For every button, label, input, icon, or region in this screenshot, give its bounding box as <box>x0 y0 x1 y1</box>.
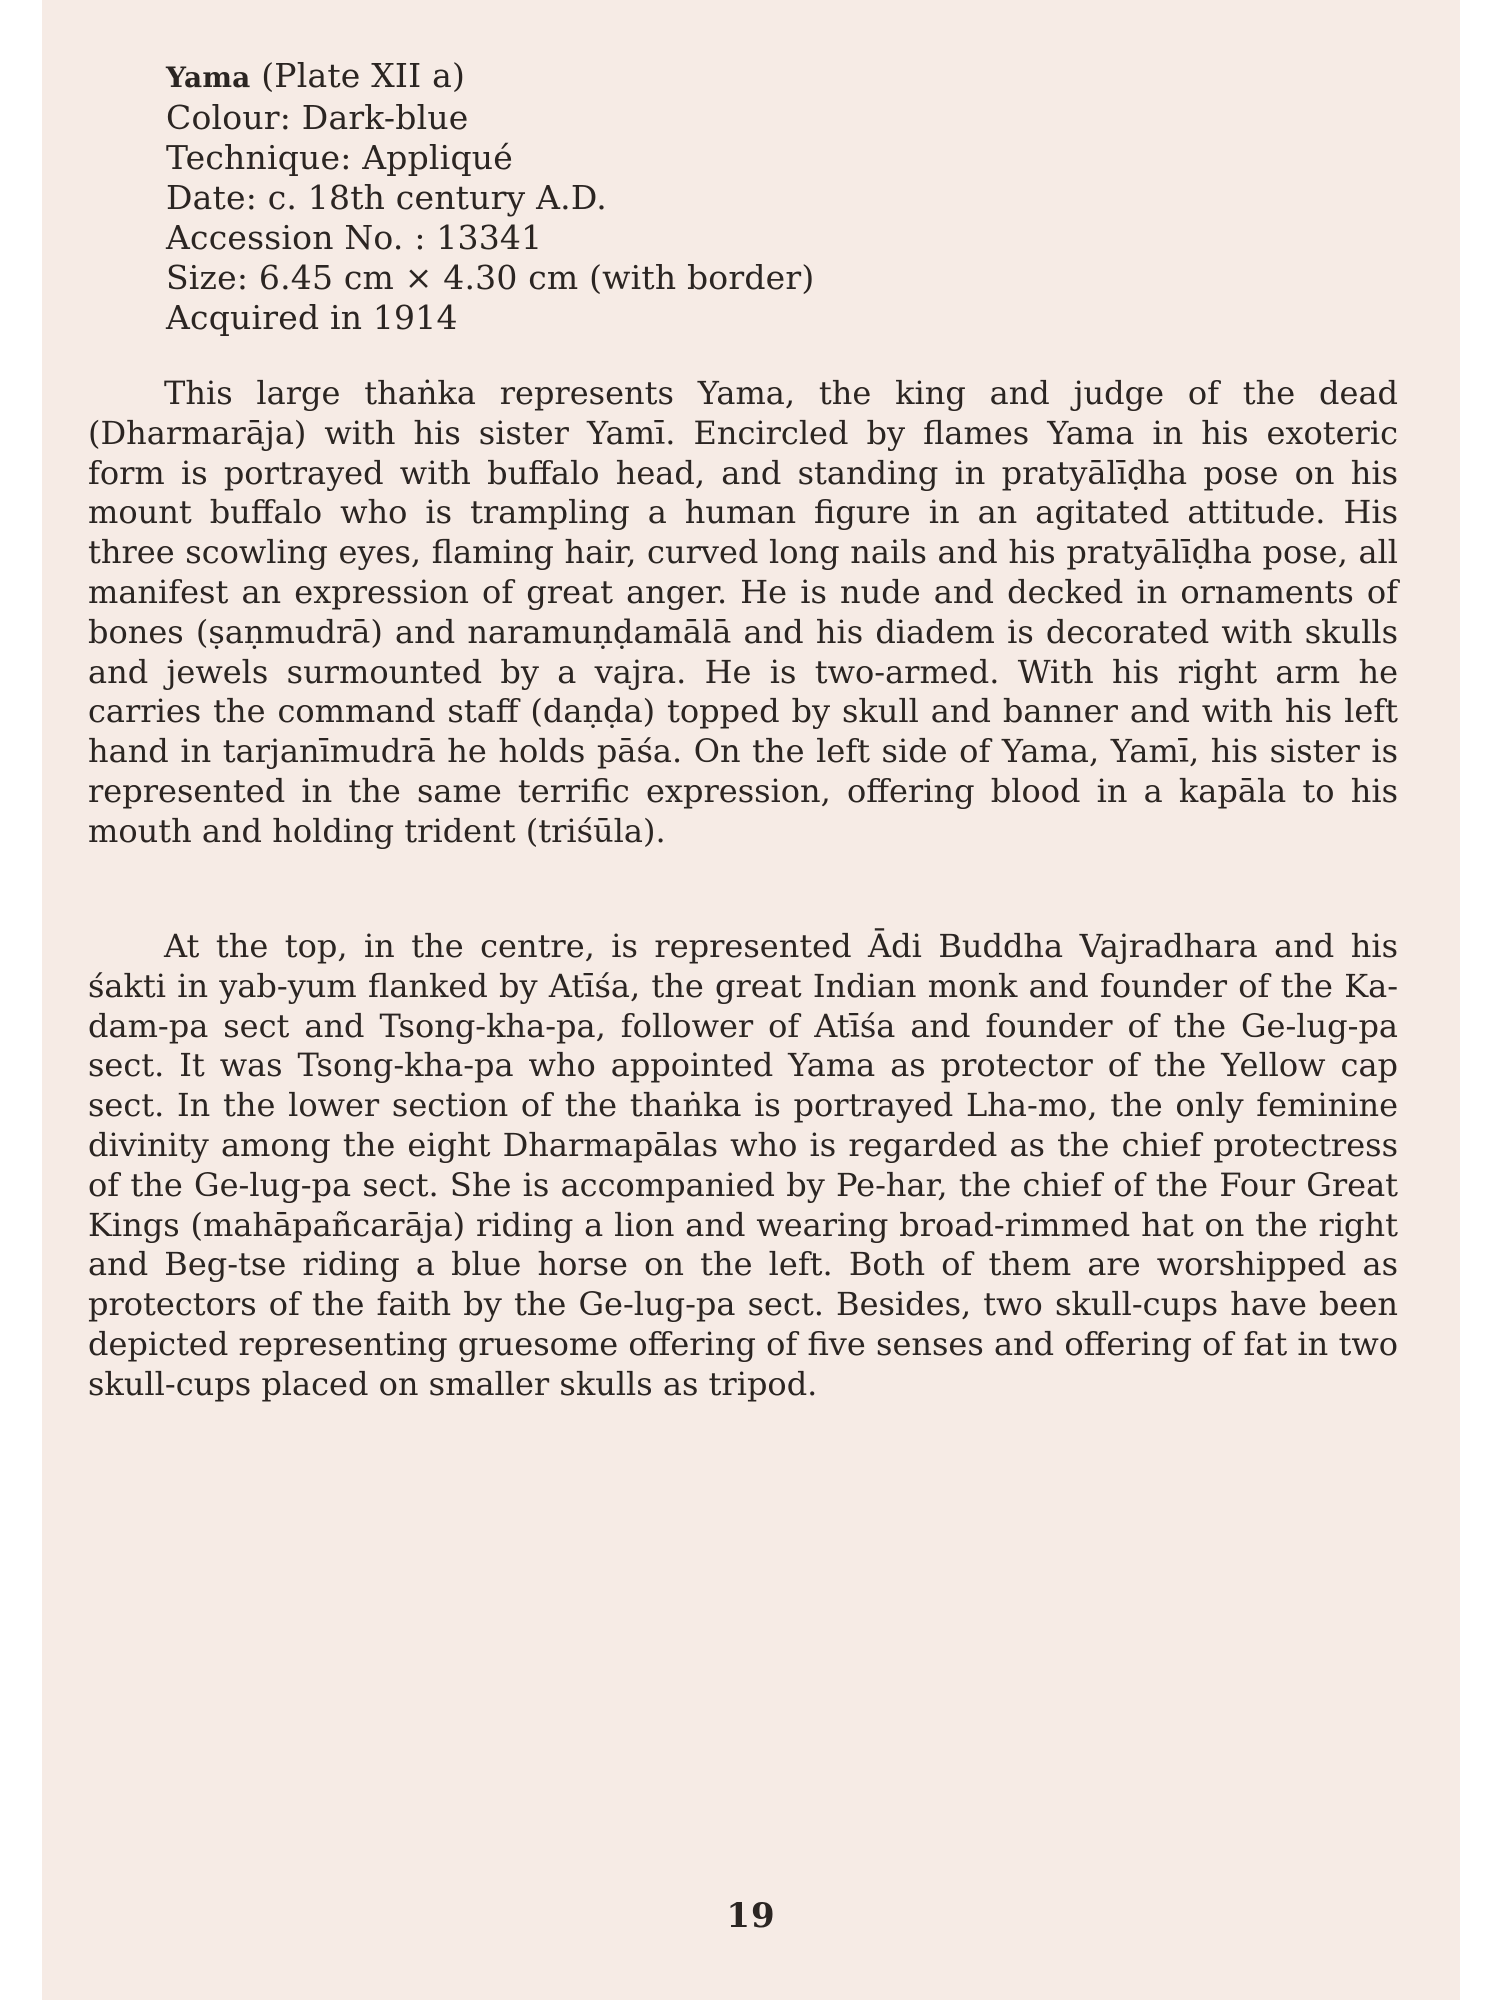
catalogue-entry-details <box>166 56 1066 338</box>
entry-heading <box>166 56 1066 98</box>
size-row: Size: 6.45 cm × 4.30 cm (with border) <box>166 258 815 297</box>
date-row: Date: c. 18th century A.D. <box>166 178 607 217</box>
colour-label: Colour <box>166 98 280 137</box>
size-label: Size <box>166 258 237 297</box>
technique-row: Technique: Appliqué <box>166 138 513 177</box>
accession-value: 13341 <box>436 218 543 257</box>
accession-label: Accession No. <box>166 218 404 257</box>
acquired-text: Acquired in 1914 <box>166 298 458 337</box>
document-page <box>42 0 1460 2000</box>
entry-title: Yama <box>166 61 251 94</box>
technique-label: Technique <box>166 138 341 177</box>
date-label: Date <box>166 178 246 217</box>
acquired-row <box>166 298 1066 338</box>
entry-plate: (Plate XII a) <box>261 56 466 95</box>
body-paragraph-thanka-composition: At the top, in the centre, is represented Ādi Buddha Vajradhara and his śakti in yab-yum flanked by Atīśa, the great Indian monk and founder of the Ka-dam-pa sect and Tsong-kha-pa, follower of Atīśa and founder of the Ge-lug-pa sect. It was Tsong-kha-pa who appointed Yama as protector of the Yellow cap sect. In the lower section of the thaṅka is portrayed Lha-mo, the only feminine divinity among the eight Dharmapālas who is regarded as the chief protectress of the Ge-lug-pa sect. She is accompanied by Pe-har, the chief of the Four Great Kings (mahāpañcarāja) riding a lion and wearing broad-rimmed hat on the right and Beg-tse riding a blue horse on the left. Both of them are worshipped as protectors of the faith by the Ge-lug-pa sect. Besides, two skull-cups have been depicted representing gruesome offering of five senses and offering of fat in two skull-cups placed on smaller skulls as tripod. <box>88 927 1398 1403</box>
page-number: 19 <box>726 1896 776 1936</box>
size-value: 6.45 cm × 4.30 cm (with border) <box>258 258 815 297</box>
accession-row: Accession No. : 13341 <box>166 218 543 257</box>
body-paragraph-yama-description: This large thaṅka represents Yama, the king and judge of the dead (Dharmarāja) with his sister Yamī. Encircled by flames Yama in his exoteric form is portrayed with buffalo head, and standing in pratyālīḍha pose on his mount buffalo who is trampling a human figure in an agitated attitude. His three scowling eyes, flaming hair, curved long nails and his pratyālīḍha pose, all manifest an expression of great anger. He is nude and decked in ornaments of bones (ṣaṇmudrā) and naramuṇḍamālā and his diadem is decorated with skulls and jewels surmounted by a vajra. He is two-armed. With his right arm he carries the command staff (daṇḍa) topped by skull and banner and with his left hand in tarjanīmudrā he holds pāśa. On the left side of Yama, Yamī, his sister is represented in the same terrific expression, offering blood in a kapāla to his mouth and holding trident (triśūla). <box>88 374 1398 850</box>
date-value: c. 18th century A.D. <box>267 178 607 217</box>
colour-value: Dark-blue <box>301 98 469 137</box>
colour-row: Colour: Dark-blue <box>166 98 469 137</box>
technique-value: Appliqué <box>362 138 513 177</box>
